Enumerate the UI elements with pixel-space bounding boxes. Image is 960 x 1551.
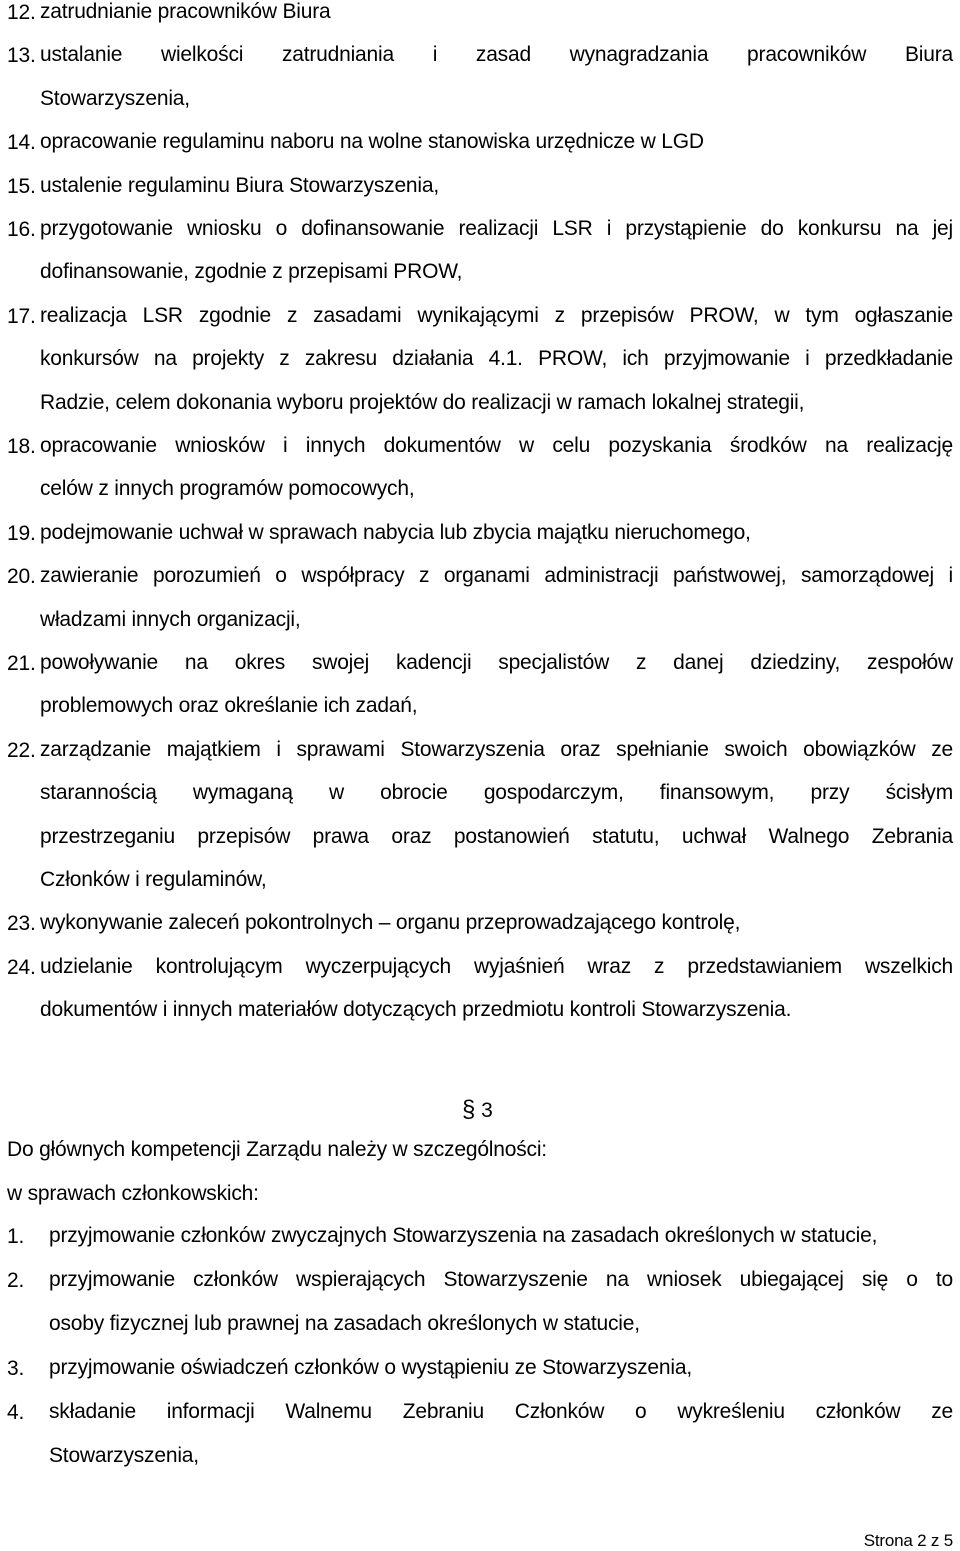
text-line: Stowarzyszenia, xyxy=(49,1444,199,1467)
text-line: przyjmowanie członków zwyczajnych Stowarzyszenia na zasadach określonych w statucie, xyxy=(49,1224,878,1247)
text-line: problemowych oraz określanie ich zadań, xyxy=(40,694,418,718)
text-line: opracowanie wniosków i innych dokumentów w celu pozyskania środków na realizację xyxy=(40,434,953,457)
list-item-number: 16. xyxy=(7,218,36,241)
list-item-number: 21. xyxy=(7,652,36,675)
section-symbol: § xyxy=(462,1096,476,1123)
text-line: Stowarzyszenia, xyxy=(40,86,190,110)
text-line: ustalanie wielkości zatrudniania i zasad wynagradzania pracowników Biura xyxy=(40,43,953,67)
list-item-text xyxy=(49,1357,953,1401)
list-item-number: 3. xyxy=(7,1357,25,1380)
list-item-number: 1. xyxy=(7,1225,25,1248)
text-line: Członków i regulaminów, xyxy=(40,867,267,891)
list-item-text xyxy=(49,1401,953,1489)
list-item-text xyxy=(40,131,953,174)
text-line: dokumentów i innych materiałów dotyczących przedmiotu kontroli Stowarzyszenia. xyxy=(40,998,792,1022)
members-subheading: w sprawach członkowskich: xyxy=(7,1182,259,1205)
list-item-text xyxy=(40,522,953,565)
list-item-text xyxy=(40,305,953,435)
list-item-text xyxy=(40,435,953,522)
text-line: przestrzeganiu przepisów prawa oraz postanowień statutu, uchwał Walnego Zebrania xyxy=(40,824,953,848)
section-heading xyxy=(462,1096,493,1124)
list-item-text xyxy=(40,652,953,739)
section-number: 3 xyxy=(481,1099,493,1122)
list-item-text xyxy=(40,912,953,955)
list-item-number: 23. xyxy=(7,912,36,936)
list-item-number: 13. xyxy=(7,44,36,68)
list-item-text xyxy=(40,218,953,305)
list-item-number: 22. xyxy=(7,738,36,762)
text-line: podejmowanie uchwał w sprawach nabycia lub zbycia majątku nieruchomego, xyxy=(40,520,751,544)
list-item-text xyxy=(40,44,953,131)
text-line: zatrudnianie pracowników Biura xyxy=(40,0,331,23)
text-line: składanie informacji Walnemu Zebraniu Członków o wykreśleniu członków ze xyxy=(49,1400,953,1423)
text-line: wykonywanie zaleceń pokontrolnych – organu przeprowadzającego kontrolę, xyxy=(40,911,741,935)
list-item-number: 24. xyxy=(7,955,36,979)
list-item-number: 20. xyxy=(7,565,36,589)
text-line: powoływanie na okres swojej kadencji specjalistów z danej dziedziny, zespołów xyxy=(40,651,953,674)
list-item-number: 17. xyxy=(7,304,36,328)
text-line: władzami innych organizacji, xyxy=(40,607,301,631)
list-item-text xyxy=(40,1,953,44)
text-line: przyjmowanie oświadczeń członków o wystąpieniu ze Stowarzyszenia, xyxy=(49,1356,692,1379)
text-line: opracowanie regulaminu naboru na wolne stanowiska urzędnicze w LGD xyxy=(40,130,704,154)
text-line: zawieranie porozumień o współpracy z organami administracji państwowej, samorządowej i xyxy=(40,564,953,588)
text-line: przygotowanie wniosku o dofinansowanie realizacji LSR i przystąpienie do konkursu na jej xyxy=(40,217,953,240)
list-item-text xyxy=(40,175,953,218)
text-line: Radzie, celem dokonania wyboru projektów do realizacji w ramach lokalnej strategii, xyxy=(40,390,805,414)
text-line: ustalenie regulaminu Biura Stowarzyszenia, xyxy=(40,173,439,197)
text-line: starannością wymaganą w obrocie gospodarczym, finansowym, przy ścisłym xyxy=(40,781,953,805)
list-item-text xyxy=(49,1269,953,1357)
list-item-number: 14. xyxy=(7,131,36,155)
list-item-number: 15. xyxy=(7,174,36,198)
text-line: osoby fizycznej lub prawnej na zasadach określonych w statucie, xyxy=(49,1312,640,1335)
list-item-text xyxy=(40,565,953,652)
text-line: realizacja LSR zgodnie z zasadami wynikającymi z przepisów PROW, w tym ogłaszanie xyxy=(40,303,953,327)
text-line: dofinansowanie, zgodnie z przepisami PROW, xyxy=(40,260,463,284)
competences-intro: Do głównych kompetencji Zarządu należy w szczególności: xyxy=(7,1138,547,1161)
list-item-text xyxy=(40,739,953,913)
text-line: celów z innych programów pomocowych, xyxy=(40,477,415,501)
list-item-number: 2. xyxy=(7,1269,25,1292)
list-item-number: 4. xyxy=(7,1401,25,1424)
list-item-number: 12. xyxy=(7,1,36,24)
page-number: Strona 2 z 5 xyxy=(863,1531,953,1550)
list-item-number: 18. xyxy=(7,435,36,458)
list-item-number: 19. xyxy=(7,521,36,545)
text-line: przyjmowanie członków wspierających Stowarzyszenie na wniosek ubiegającej się o to xyxy=(49,1268,953,1291)
text-line: zarządzanie majątkiem i sprawami Stowarzyszenia oraz spełnianie swoich obowiązków ze xyxy=(40,737,953,761)
list-item-text xyxy=(40,956,953,1043)
text-line: konkursów na projekty z zakresu działania 4.1. PROW, ich przyjmowanie i przedkładanie xyxy=(40,347,953,371)
text-line: udzielanie kontrolującym wyczerpujących wyjaśnień wraz z przedstawianiem wszelkich xyxy=(40,954,953,978)
list-item-text xyxy=(49,1225,953,1269)
